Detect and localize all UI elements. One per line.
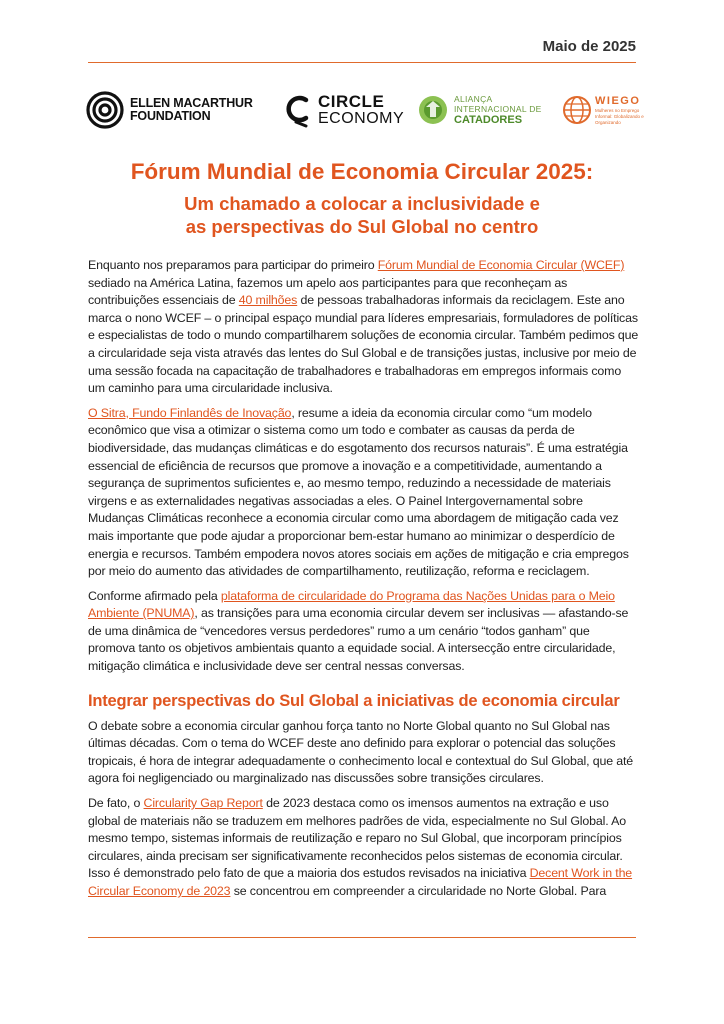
- date-label: Maio de 2025: [542, 38, 636, 55]
- alianca-catadores-logo: [416, 84, 542, 136]
- wiego-tagline: Mulheres no Emprego Informal: Globalizando e Organizando: [595, 107, 644, 125]
- section-heading: Integrar perspectivas do Sul Global a iniciativas de economia circular: [88, 691, 620, 710]
- page-title: Fórum Mundial de Economia Circular 2025:: [130, 159, 594, 184]
- paragraph-sitra: O Sitra, Fundo Finlandês de Inovação, resume a ideia da economia circular como “um modelo econômico que visa a otimizar o sistema como um todo e combater as causas da perda de biodiversidade, das mudanças climáticas e do esgotamento dos recursos naturais”. É uma estratégia essencial de eficiência de recursos que promove a inovação e a competitividade, aumentando a segurança de suprimentos suficientes e, ao mesmo tempo, reduzindo a necessidade de materiais virgens e as externalidades negativas associadas a eles. O Painel Intergovernamental sobre Mudanças Climáticas reconhece a economia circular como uma abordagem de mitigação cada vez mais importante que pode ajudar a proporcionar bem-estar humano ao minimizar o desperdício de energia e recursos. Também empodera novos atores sociais em ações de mitigação e cria empregos por meio do aumento das atividades de compartilhamento, reutilização, reforma e reciclagem.: [88, 405, 629, 579]
- sitra-link[interactable]: O Sitra, Fundo Finlandês de Inovação: [88, 405, 292, 420]
- circularity-gap-report-link[interactable]: Circularity Gap Report: [143, 796, 263, 811]
- paragraph-pnuma: Conforme afirmado pela plataforma de circularidade do Programa das Nações Unidas para o Meio Ambiente (PNUMA), as transições para uma economia circular devem ser inclusivas — afastando-se de uma dinâmica de “vencedores versus perdedores” rumo a um cenário “todos ganham” que promova tanto os objetivos ambientais quanto a equidade social. A intersecção entre circularidade, mitigação climática e inclusividade deve ser central nessas conversas.: [88, 588, 629, 674]
- forty-million-link[interactable]: 40 milhões: [238, 293, 298, 308]
- header-divider: [88, 62, 636, 63]
- paragraph-intro: Enquanto nos preparamos para participar do primeiro Fórum Mundial de Economia Circular (WCEF) sediado na América Latina, fazemos um apelo aos participantes para que reconheçam as contribuições essenciais de 40 milhões de pessoas trabalhadoras informais da reciclagem. Este ano marca o nono WCEF – o principal espaço mundial para líderes empresariais, formuladores de políticas e especialistas de todo o mundo compartilharem soluções de economia circular. Também pedimos que a circularidade seja vista através das lentes do Sul Global e de transições justas, inclusive por meio de uma sessão focada na capacitação de trabalhadores e trabalhadoras em empregos informais como um caminho para uma circularidade inclusiva.: [88, 258, 639, 396]
- decent-work-link[interactable]: Decent Work in the Circular Economy de 2023: [88, 866, 633, 898]
- circle-economy-c-icon: [284, 92, 314, 128]
- article-body: [88, 257, 640, 908]
- aic-name-line1: ALIANÇA: [454, 94, 493, 104]
- ellen-macarthur-logo: [86, 84, 253, 136]
- emf-name-line1: ELLEN MACARTHUR: [130, 96, 253, 110]
- emf-name-line2: FOUNDATION: [130, 109, 211, 123]
- paragraph-debate: O debate sobre a economia circular ganhou força tanto no Norte Global quanto no Sul Global nas últimas décadas. Com o tema do WCEF deste ano definido para explorar o potencial das soluções tropicais, é hora de integrar adequadamente o conhecimento local e contextual do Sul Global, que até agora foi negligenciado ou marginalizado nas discussões sobre transições circulares.: [88, 718, 634, 786]
- ellen-macarthur-rings-icon: [86, 91, 124, 129]
- subtitle-line2: as perspectivas do Sul Global no centro: [185, 216, 539, 237]
- footer-divider: [88, 937, 636, 938]
- partner-logos: [86, 84, 642, 136]
- aic-name-line3: CATADORES: [454, 114, 523, 126]
- page-subtitle: [60, 192, 664, 238]
- ce-name-line1: CIRCLE: [318, 92, 385, 111]
- recycling-globe-icon: [416, 93, 450, 127]
- subtitle-line1: Um chamado a colocar a inclusividade e: [184, 193, 540, 214]
- wiego-globe-icon: [562, 95, 592, 125]
- wcef-link[interactable]: Fórum Mundial de Economia Circular (WCEF): [377, 258, 625, 272]
- circle-economy-logo: [284, 84, 404, 136]
- paragraph-gap-report: De fato, o Circularity Gap Report de 2023 destaca como os imensos aumentos na extração e uso global de materiais não se traduzem em melhores padrões de vida, especialmente no Sul Global. Ao mesmo tempo, sistemas informais de reutilização e reparo no Sul Global, que incorporam princípios circulares, ainda precisam ser significativamente reconhecidos pelos sistemas de economia circular. Isso é demonstrado pelo fato de que a maioria dos estudos revisados na iniciativa Decent Work in the Circular Economy de 2023 se concentrou em compreender a circularidade no Norte Global. Para: [88, 796, 633, 898]
- wiego-name: WIEGO: [595, 94, 641, 107]
- wiego-logo: [562, 84, 645, 136]
- ce-name-line2: ECONOMY: [318, 110, 405, 127]
- pnuma-platform-link[interactable]: plataforma de circularidade do Programa das Nações Unidas para o Meio Ambiente (PNUMA): [88, 588, 615, 621]
- aic-name-line2: INTERNACIONAL DE: [454, 104, 542, 114]
